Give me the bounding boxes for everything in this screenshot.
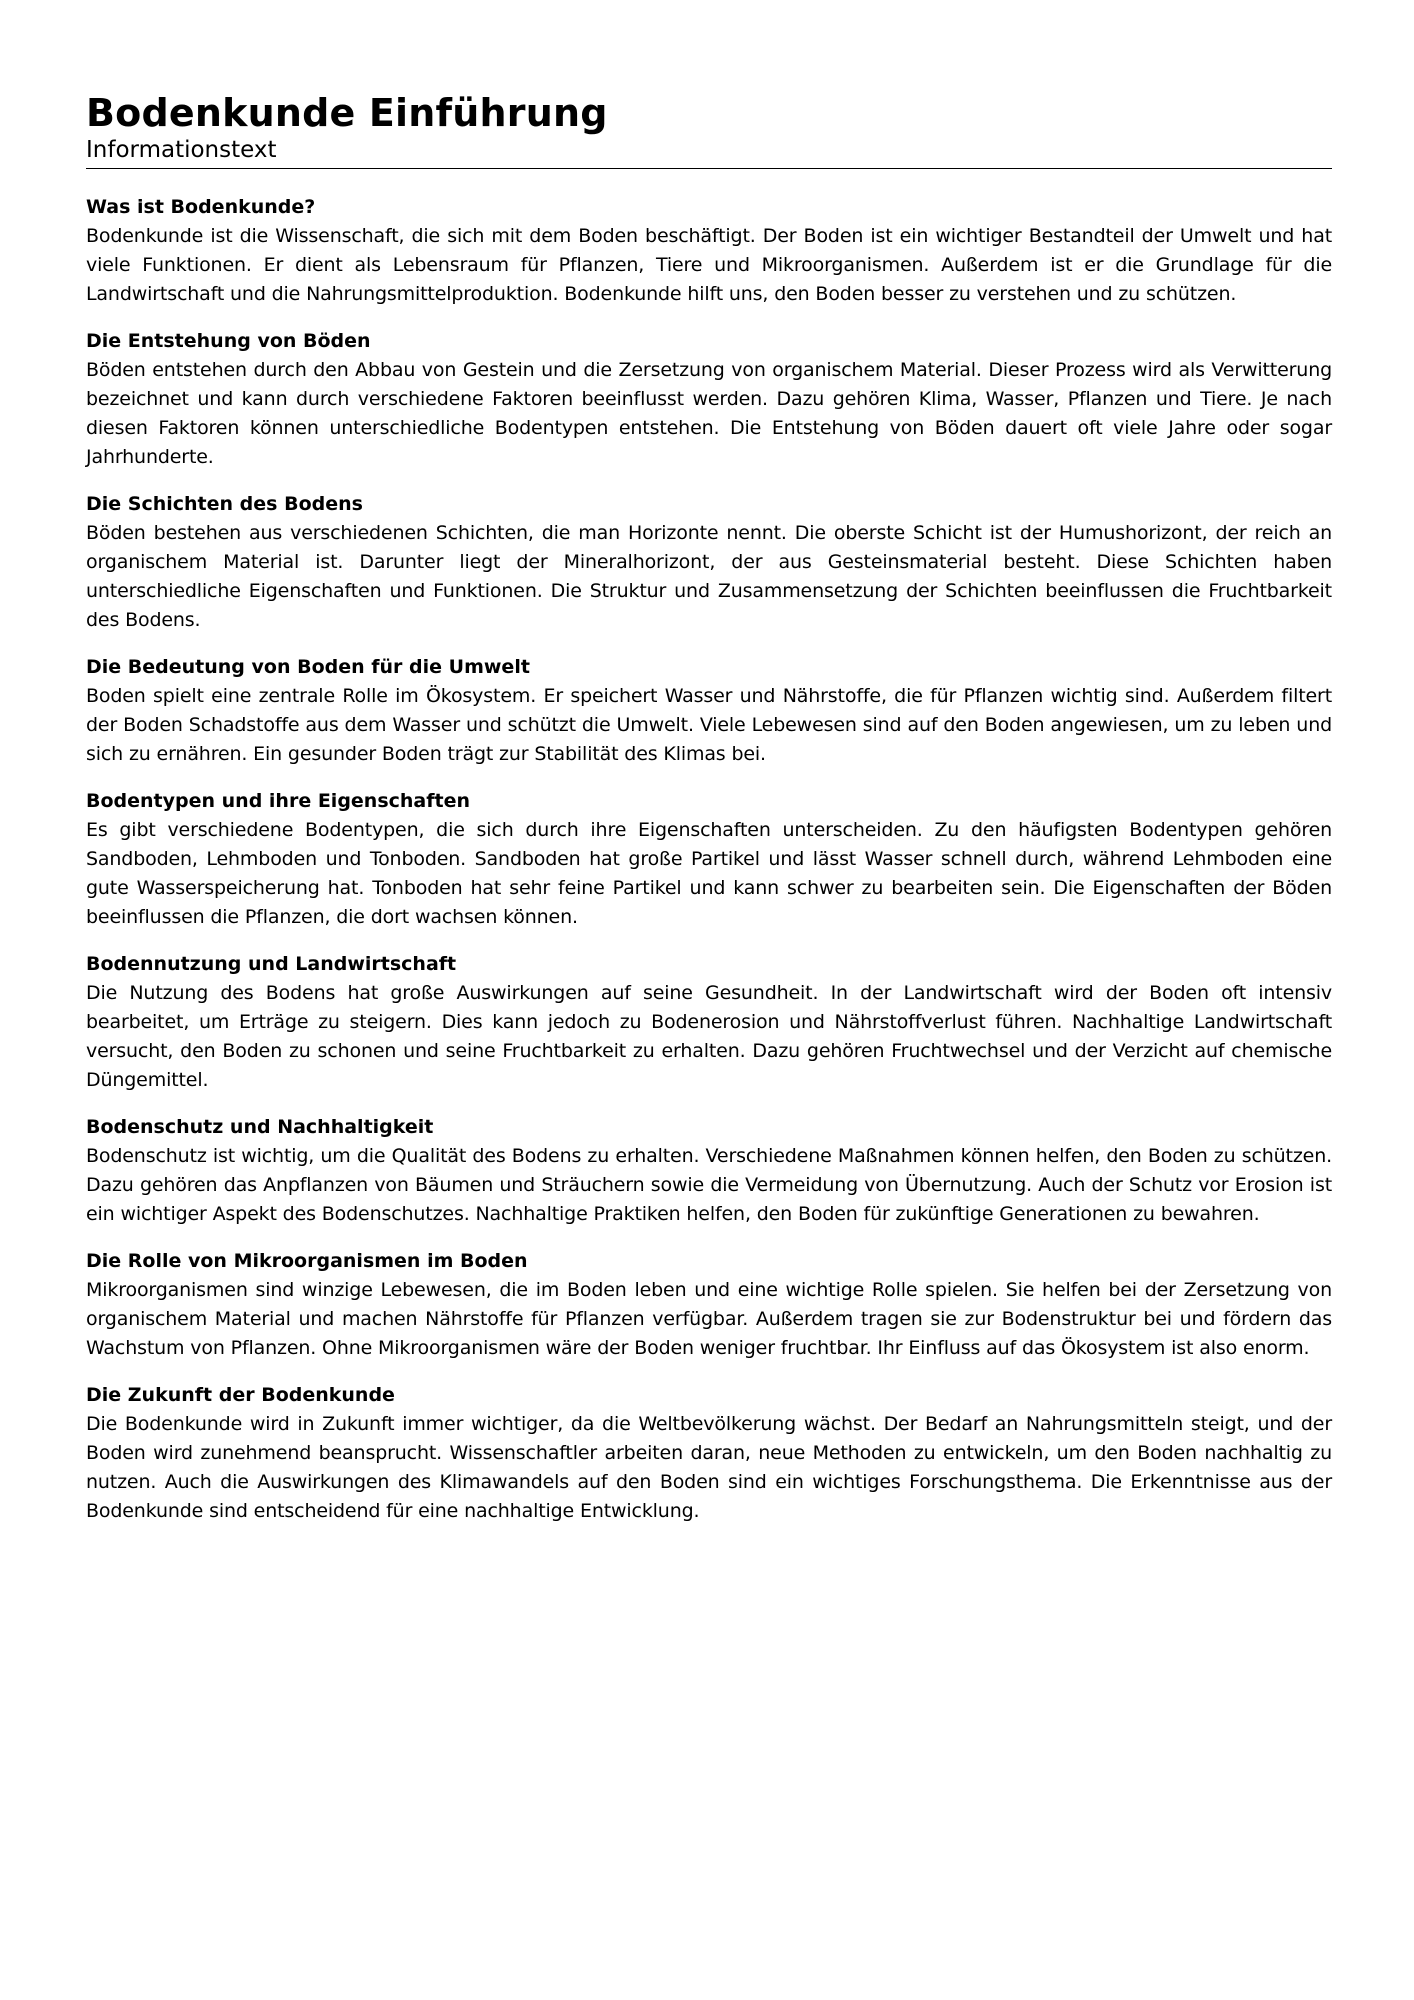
section-body: Die Nutzung des Bodens hat große Auswirkungen auf seine Gesundheit. In der Landwirtschaft wird der Boden oft intensiv bearbeitet, um Erträge zu steigern. Dies kann jedoch zu Bodenerosion und Nährstoffverlust führen. Nachhaltige Landwirtschaft versucht, den Boden zu schonen und seine Fruchtbarkeit zu erhalten. Dazu gehören Fruchtwechsel und der Verzicht auf chemische Düngemittel. xyxy=(86,982,1332,1091)
sections-container xyxy=(86,193,1332,1526)
section-was-ist-bodenkunde xyxy=(86,193,1332,309)
section-body: Böden bestehen aus verschiedenen Schichten, die man Horizonte nennt. Die oberste Schicht ist der Humushorizont, der reich an organischem Material ist. Darunter liegt der Mineralhorizont, der aus Gesteinsmaterial besteht. Diese Schichten haben unterschiedliche Eigenschaften und Funktionen. Die Struktur und Zusammensetzung der Schichten beeinflussen die Fruchtbarkeit des Bodens. xyxy=(86,522,1332,631)
section-body: Es gibt verschiedene Bodentypen, die sich durch ihre Eigenschaften unterscheiden. Zu den häufigsten Bodentypen gehören Sandboden, Lehmboden und Tonboden. Sandboden hat große Partikel und lässt Wasser schnell durch, während Lehmboden eine gute Wasserspeicherung hat. Tonboden hat sehr feine Partikel und kann schwer zu bearbeiten sein. Die Eigenschaften der Böden beeinflussen die Pflanzen, die dort wachsen können. xyxy=(86,819,1332,928)
section-bodennutzung xyxy=(86,950,1332,1095)
section-heading: Die Zukunft der Bodenkunde xyxy=(86,1384,395,1406)
section-heading: Die Bedeutung von Boden für die Umwelt xyxy=(86,656,530,678)
section-body: Die Bodenkunde wird in Zukunft immer wichtiger, da die Weltbevölkerung wächst. Der Bedarf an Nahrungsmitteln steigt, und der Boden wird zunehmend beansprucht. Wissenschaftler arbeiten daran, neue Methoden zu entwickeln, um den Boden nachhaltig zu nutzen. Auch die Auswirkungen des Klimawandels auf den Boden sind ein wichtiges Forschungsthema. Die Erkenntnisse aus der Bodenkunde sind entscheidend für eine nachhaltige Entwicklung. xyxy=(86,1413,1332,1522)
section-bodentypen xyxy=(86,787,1332,932)
section-entstehung-von-boeden xyxy=(86,327,1332,472)
section-heading: Die Schichten des Bodens xyxy=(86,493,363,515)
section-bedeutung-fuer-umwelt xyxy=(86,653,1332,769)
section-body: Mikroorganismen sind winzige Lebewesen, die im Boden leben und eine wichtige Rolle spielen. Sie helfen bei der Zersetzung von organischem Material und machen Nährstoffe für Pflanzen verfügbar. Außerdem tragen sie zur Bodenstruktur bei und fördern das Wachstum von Pflanzen. Ohne Mikroorganismen wäre der Boden weniger fruchtbar. Ihr Einfluss auf das Ökosystem ist also enorm. xyxy=(86,1279,1332,1359)
document-subtitle: Informationstext xyxy=(86,136,1332,169)
section-body: Bodenschutz ist wichtig, um die Qualität des Bodens zu erhalten. Verschiedene Maßnahmen können helfen, den Boden zu schützen. Dazu gehören das Anpflanzen von Bäumen und Sträuchern sowie die Vermeidung von Übernutzung. Auch der Schutz vor Erosion ist ein wichtiger Aspekt des Bodenschutzes. Nachhaltige Praktiken helfen, den Boden für zukünftige Generationen zu bewahren. xyxy=(86,1145,1332,1225)
section-heading: Was ist Bodenkunde? xyxy=(86,196,316,218)
section-heading: Die Rolle von Mikroorganismen im Boden xyxy=(86,1250,528,1272)
section-heading: Bodenschutz und Nachhaltigkeit xyxy=(86,1116,434,1138)
section-zukunft-der-bodenkunde xyxy=(86,1381,1332,1526)
document-title: Bodenkunde Einführung xyxy=(86,91,608,135)
section-bodenschutz xyxy=(86,1113,1332,1229)
section-heading: Die Entstehung von Böden xyxy=(86,330,371,352)
section-heading: Bodentypen und ihre Eigenschaften xyxy=(86,790,471,812)
section-schichten-des-bodens xyxy=(86,490,1332,635)
section-body: Bodenkunde ist die Wissenschaft, die sich mit dem Boden beschäftigt. Der Boden ist ein wichtiger Bestandteil der Umwelt und hat viele Funktionen. Er dient als Lebensraum für Pflanzen, Tiere und Mikroorganismen. Außerdem ist er die Grundlage für die Landwirtschaft und die Nahrungsmittelproduktion. Bodenkunde hilft uns, den Boden besser zu verstehen und zu schützen. xyxy=(86,225,1332,305)
section-heading: Bodennutzung und Landwirtschaft xyxy=(86,953,457,975)
section-body: Boden spielt eine zentrale Rolle im Ökosystem. Er speichert Wasser und Nährstoffe, die für Pflanzen wichtig sind. Außerdem filtert der Boden Schadstoffe aus dem Wasser und schützt die Umwelt. Viele Lebewesen sind auf den Boden angewiesen, um zu leben und sich zu ernähren. Ein gesunder Boden trägt zur Stabilität des Klimas bei. xyxy=(86,685,1332,765)
document-page xyxy=(86,90,1332,1544)
section-body: Böden entstehen durch den Abbau von Gestein und die Zersetzung von organischem Material. Dieser Prozess wird als Verwitterung bezeichnet und kann durch verschiedene Faktoren beeinflusst werden. Dazu gehören Klima, Wasser, Pflanzen und Tiere. Je nach diesen Faktoren können unterschiedliche Bodentypen entstehen. Die Entstehung von Böden dauert oft viele Jahre oder sogar Jahrhunderte. xyxy=(86,359,1332,468)
section-mikroorganismen xyxy=(86,1247,1332,1363)
